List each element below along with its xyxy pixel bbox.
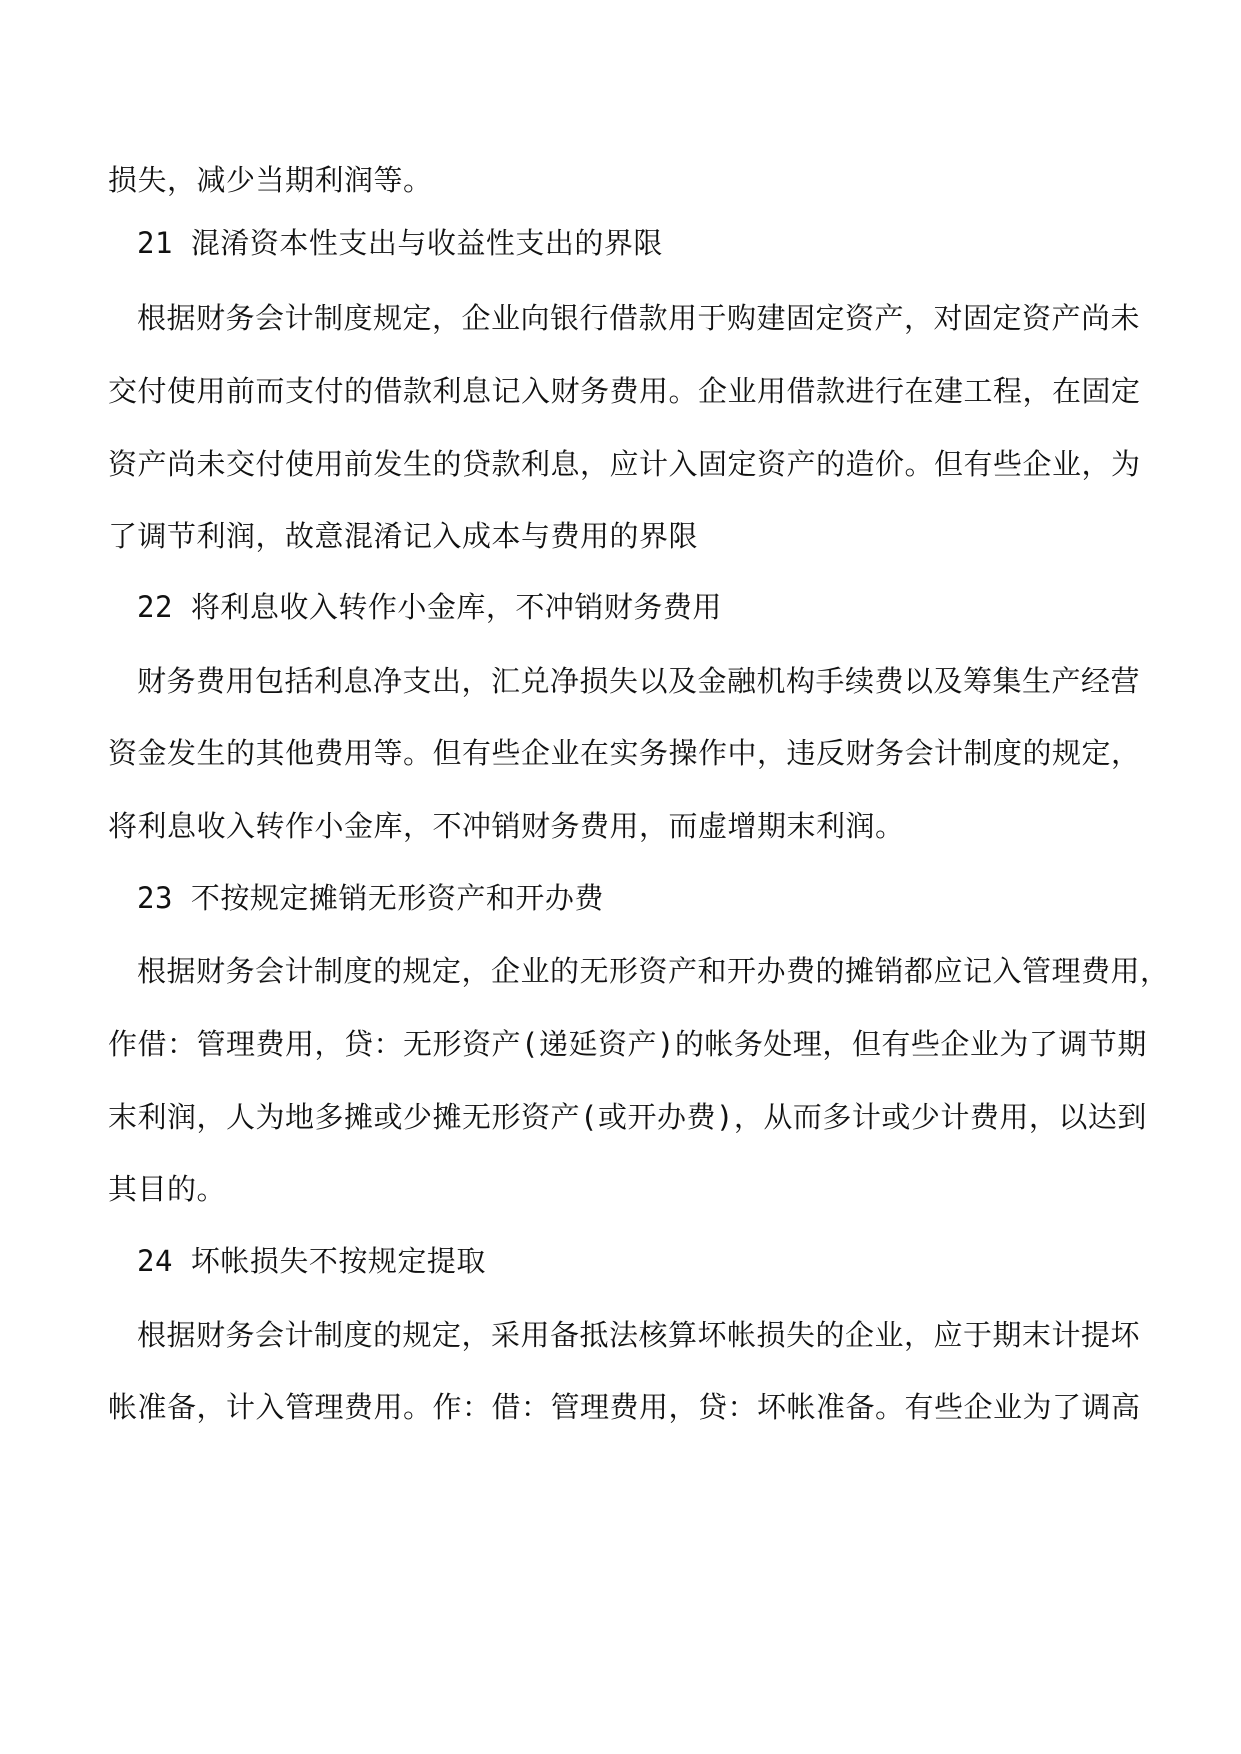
section-heading-21: 21 混淆资本性支出与收益性支出的界限 xyxy=(137,226,663,260)
paragraph-line: 资产尚未交付使用前发生的贷款利息，应计入固定资产的造价。但有些企业，为 xyxy=(108,447,1141,481)
paragraph-line: 作借：管理费用，贷：无形资产(递延资产)的帐务处理，但有些企业为了调节期 xyxy=(108,1027,1147,1061)
paragraph-line: 根据财务会计制度规定，企业向银行借款用于购建固定资产，对固定资产尚未 xyxy=(137,301,1141,335)
section-heading-22: 22 将利息收入转作小金库，不冲销财务费用 xyxy=(137,590,722,624)
paragraph-line: 财务费用包括利息净支出，汇兑净损失以及金融机构手续费以及筹集生产经营 xyxy=(137,664,1141,698)
paragraph-line: 交付使用前而支付的借款利息记入财务费用。企业用借款进行在建工程，在固定 xyxy=(108,374,1141,408)
paragraph-line: 末利润，人为地多摊或少摊无形资产(或开办费)，从而多计或少计费用，以达到 xyxy=(108,1100,1147,1134)
paragraph-line: 资金发生的其他费用等。但有些企业在实务操作中，违反财务会计制度的规定， xyxy=(108,736,1141,770)
paragraph-line: 帐准备，计入管理费用。作：借：管理费用，贷：坏帐准备。有些企业为了调高 xyxy=(108,1390,1141,1424)
section-heading-24: 24 坏帐损失不按规定提取 xyxy=(137,1244,486,1278)
paragraph-line: 根据财务会计制度的规定，企业的无形资产和开办费的摊销都应记入管理费用， xyxy=(137,954,1170,988)
paragraph-line: 了调节利润，故意混淆记入成本与费用的界限 xyxy=(108,519,699,553)
paragraph-line: 其目的。 xyxy=(108,1172,227,1206)
paragraph-line: 根据财务会计制度的规定，采用备抵法核算坏帐损失的企业，应于期末计提坏 xyxy=(137,1318,1141,1352)
paragraph-line: 损失，减少当期利润等。 xyxy=(108,163,433,197)
paragraph-line: 将利息收入转作小金库，不冲销财务费用，而虚增期末利润。 xyxy=(108,809,905,843)
section-heading-23: 23 不按规定摊销无形资产和开办费 xyxy=(137,881,604,915)
